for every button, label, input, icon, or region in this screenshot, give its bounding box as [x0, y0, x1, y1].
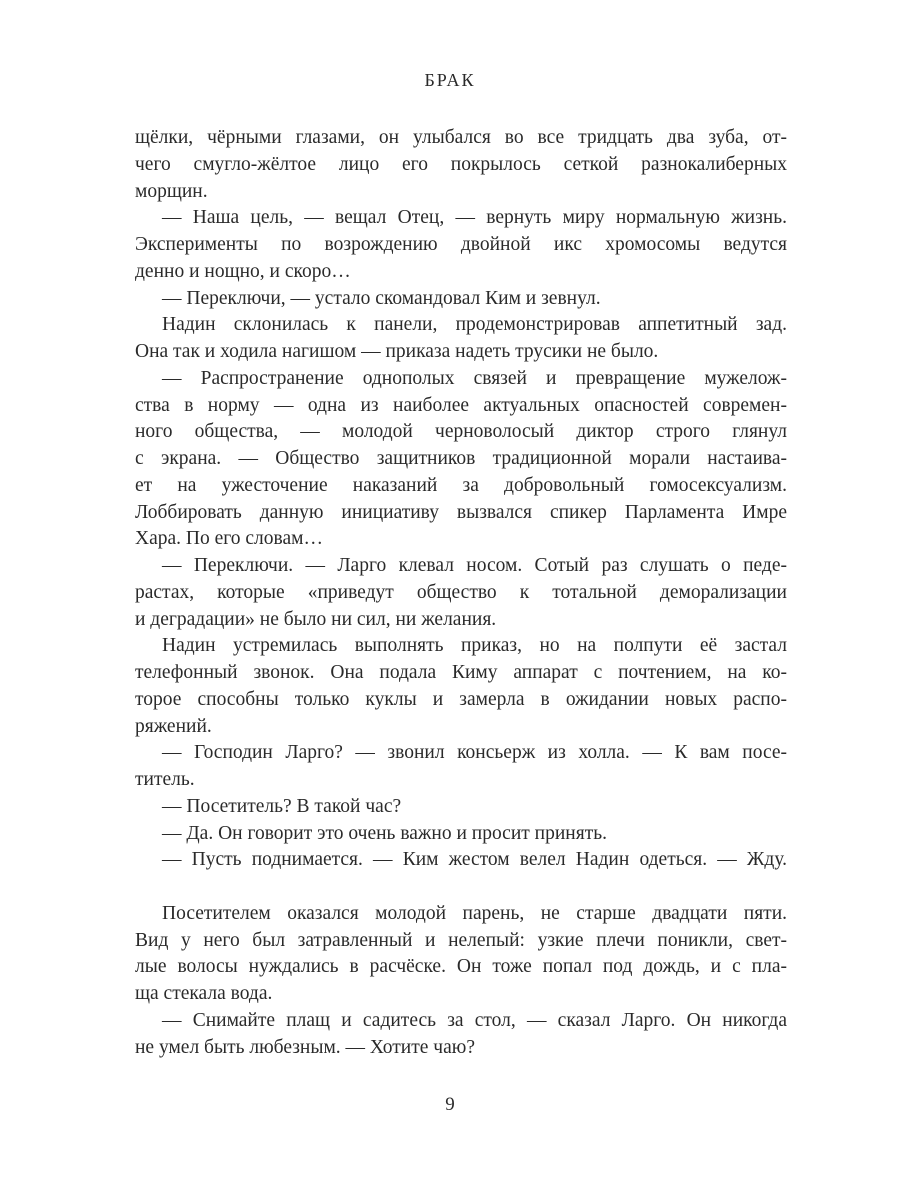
text-line: телефонный звонок. Она подала Киму аппарат с почтением, на ко-: [135, 662, 787, 683]
text-line: лые волосы нуждались в расчёске. Он тоже попал под дождь, и с пла-: [135, 956, 787, 978]
text-line: растах, которые «приведут общество к тотальной деморализации: [135, 581, 787, 603]
text-line: ряжений.: [135, 715, 212, 737]
text-line: — Пусть поднимается. — Ким жестом велел Надин одеться. — Жду.: [162, 849, 787, 871]
page-number: 9: [445, 1094, 455, 1115]
text-line: чего смугло-жёлтое лицо его покрылось сеткой разнокалиберных: [135, 153, 787, 175]
text-line: — Распространение однополых связей и превращение мужелож-: [162, 367, 787, 389]
text-line: Посетителем оказался молодой парень, не старше двадцати пяти.: [162, 902, 787, 924]
text-line: Надин устремилась выполнять приказ, но на полпути её застал: [162, 635, 787, 657]
text-line: — Переключи, — устало скомандовал Ким и зевнул.: [162, 287, 601, 309]
page-body-text: [135, 125, 787, 1061]
text-line: Эксперименты по возрождению двойной икс хромосомы ведутся: [135, 234, 787, 255]
text-line: титель.: [135, 769, 195, 790]
text-line: и деградации» не было ни сил, ни желания.: [135, 608, 497, 630]
text-line: Лоббировать данную инициативу вызвался спикер Парламента Имре: [135, 501, 787, 523]
text-line: — Снимайте плащ и садитесь за стол, — сказал Ларго. Он никогда: [162, 1009, 787, 1031]
text-line: ща стекала вода.: [135, 983, 273, 1004]
text-line: не умел быть любезным. — Хотите чаю?: [135, 1036, 475, 1058]
text-line: ет на ужесточение наказаний за добровольный гомосексуализм.: [135, 474, 787, 496]
text-line: торое способны только куклы и замерла в ожидании новых распо-: [135, 688, 787, 710]
text-line: — Господин Ларго? — звонил консьерж из холла. — К вам посе-: [162, 742, 787, 764]
text-line: денно и нощно, и скоро…: [135, 260, 351, 282]
text-line: Вид у него был затравленный и нелепый: узкие плечи поникли, свет-: [135, 929, 787, 951]
text-line: с экрана. — Общество защитников традиционной морали настаива-: [135, 448, 787, 469]
text-line: ства в норму — одна из наиболее актуальных опасностей современ-: [135, 394, 787, 416]
text-line: — Посетитель? В такой час?: [162, 795, 402, 817]
section-break: [135, 874, 787, 901]
text-line: ного общества, — молодой черноволосый диктор строго глянул: [135, 421, 787, 443]
text-line: — Да. Он говорит это очень важно и просит принять.: [162, 822, 607, 844]
text-line: — Наша цель, — вещал Отец, — вернуть миру нормальную жизнь.: [162, 207, 787, 229]
running-header: БРАК: [424, 70, 476, 90]
text-line: — Переключи. — Ларго клевал носом. Сотый раз слушать о педе-: [162, 555, 787, 576]
text-line: Она так и ходила нагишом — приказа надеть трусики не было.: [135, 341, 659, 362]
text-line: щёлки, чёрными глазами, он улыбался во все тридцать два зуба, от-: [135, 127, 787, 148]
text-line: Хара. По его словам…: [135, 528, 323, 550]
text-line: Надин склонилась к панели, продемонстрировав аппетитный зад.: [162, 314, 787, 336]
text-line: морщин.: [135, 180, 208, 202]
